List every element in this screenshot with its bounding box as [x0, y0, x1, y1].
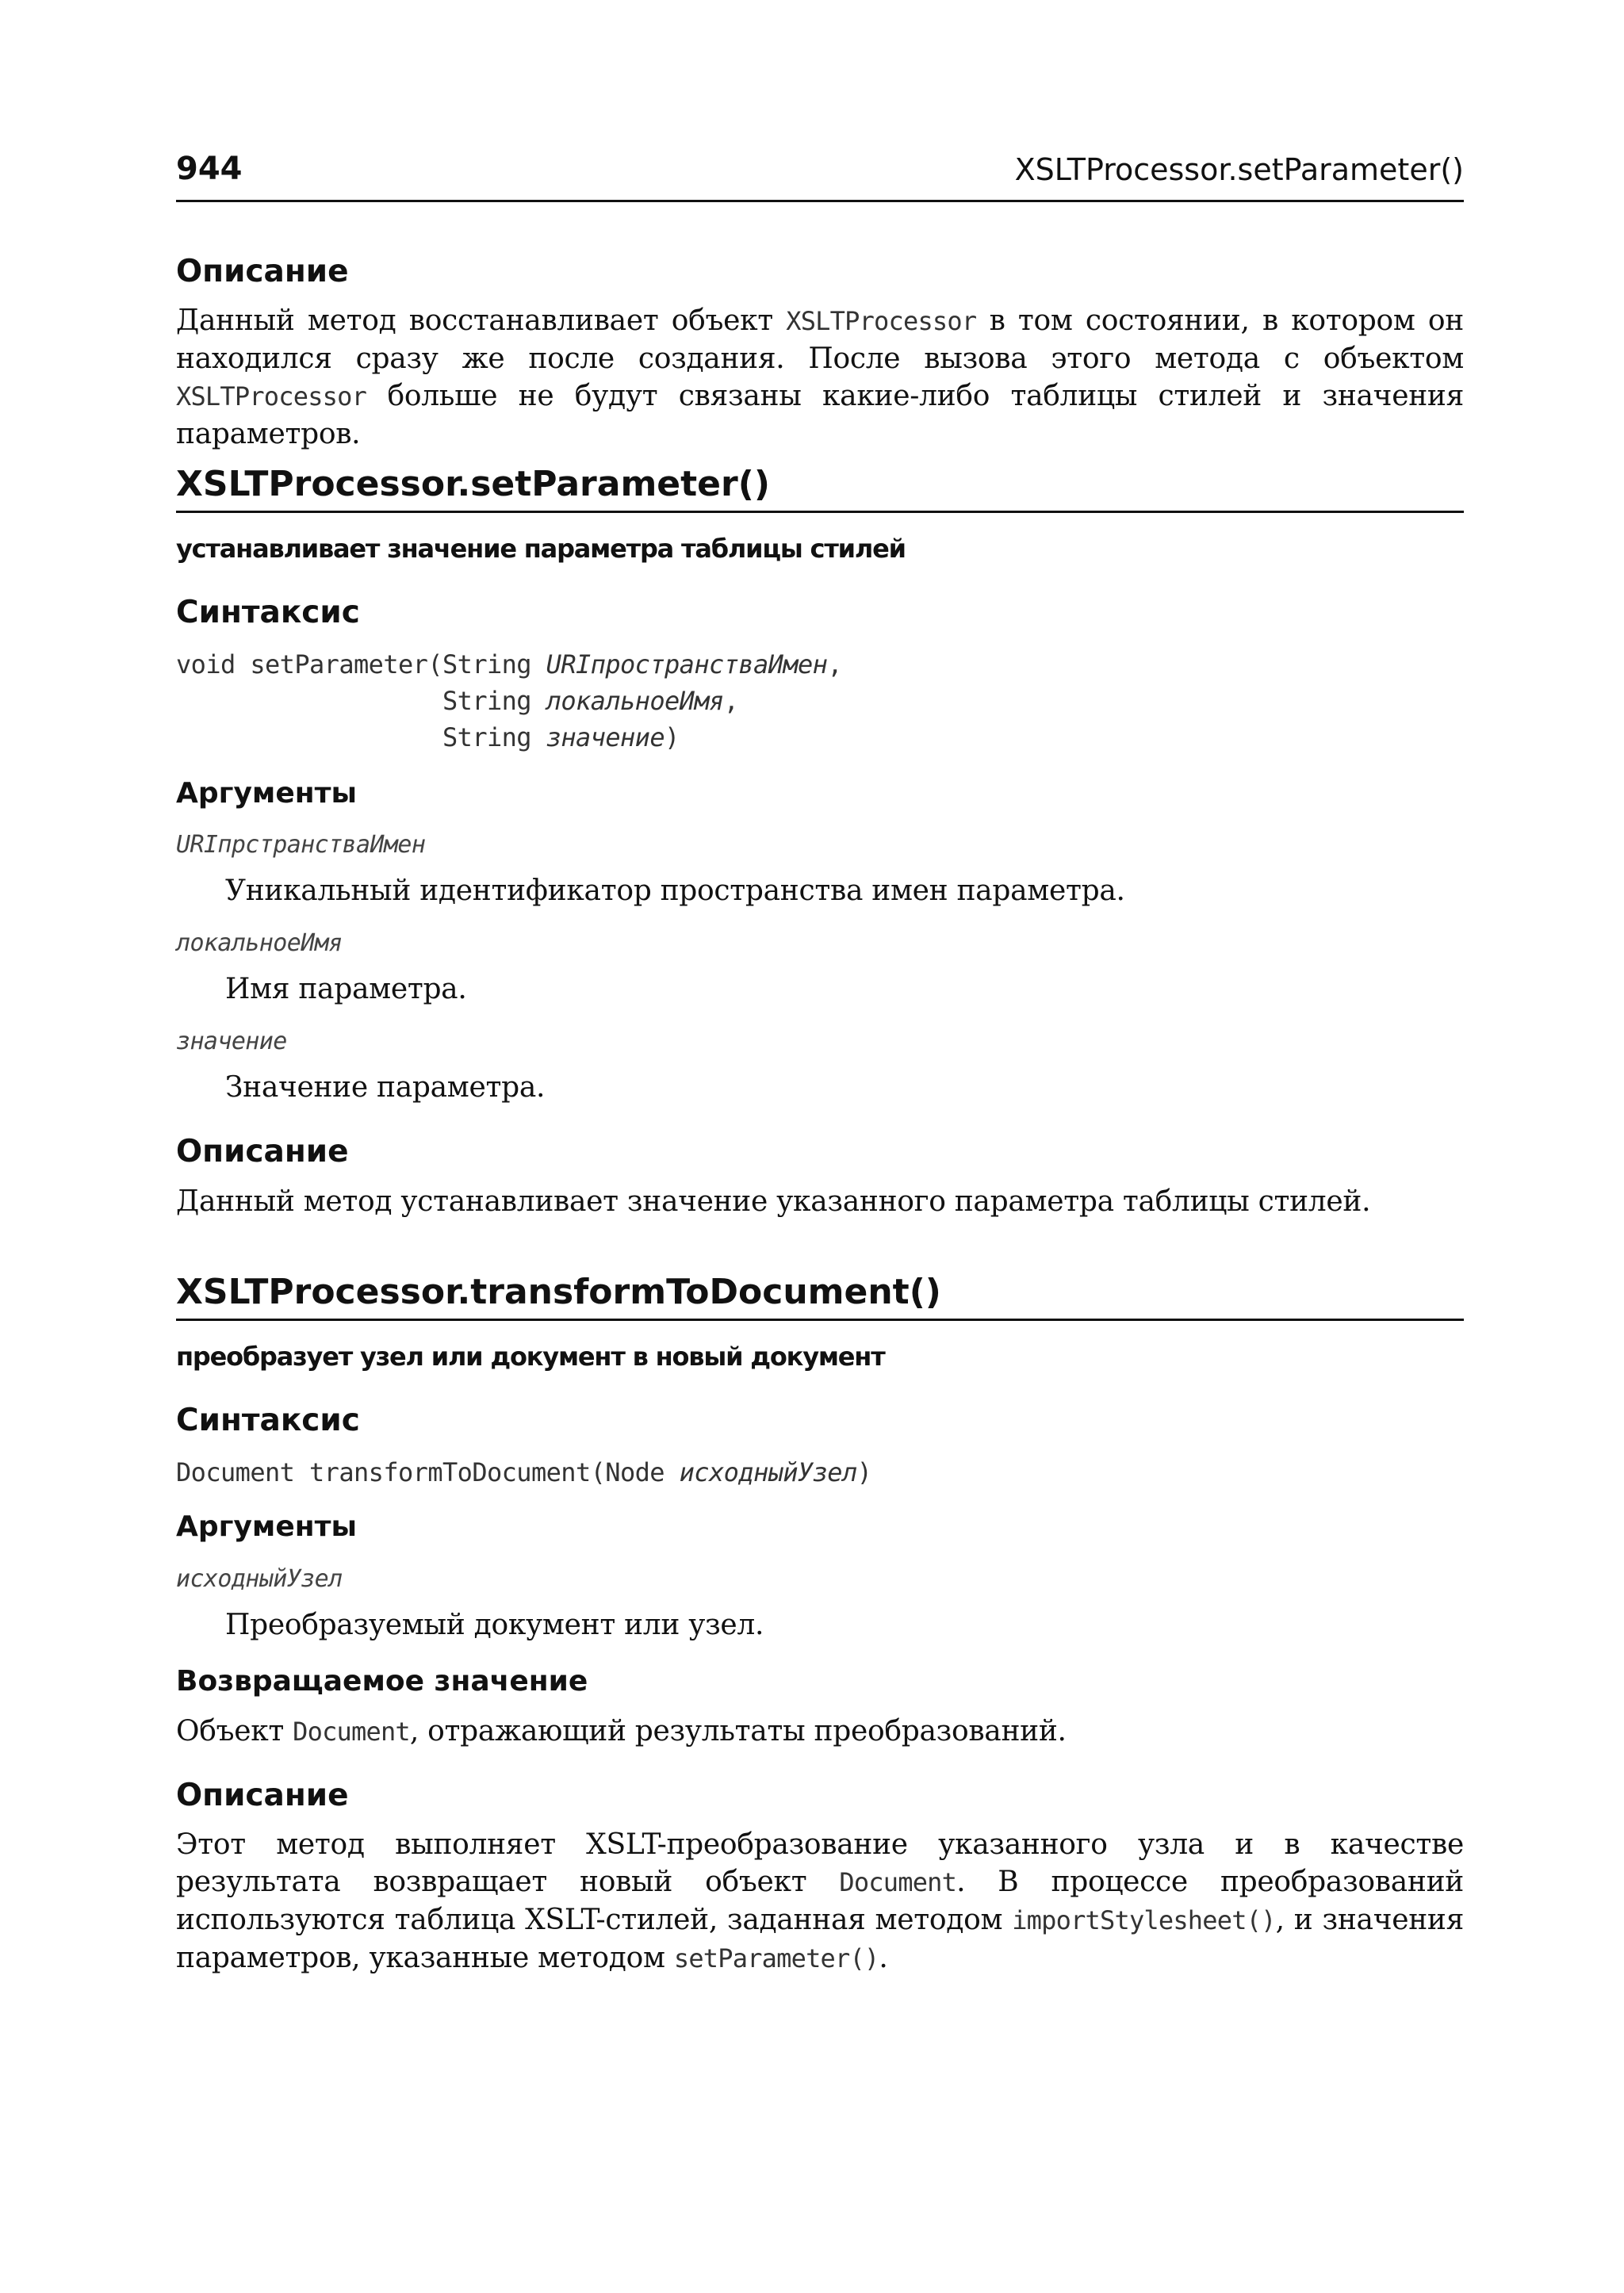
section-tagline: устанавливает значение параметра таблицы стилей — [176, 534, 906, 564]
syntax-heading: Синтаксис — [176, 595, 360, 630]
returns-paragraph: Объект Document, отражающий результаты преобразований. — [176, 1715, 1067, 1748]
argument-name: значение — [176, 1028, 287, 1055]
inline-code: XSLTProcessor — [176, 381, 367, 412]
arguments-heading: Аргументы — [176, 1510, 358, 1543]
description-paragraph: Данный метод устанавливает значение указанного параметра таблицы стилей. — [176, 1185, 1371, 1218]
arguments-heading: Аргументы — [176, 777, 358, 810]
syntax-code: Document transformToDocument(Node исходныйУзел) — [176, 1457, 872, 1487]
argument-description: Преобразуемый документ или узел. — [225, 1609, 764, 1641]
section-title-setparameter: XSLTProcessor.setParameter() — [176, 461, 1464, 513]
page-number: 944 — [176, 151, 243, 187]
argument-description: Уникальный идентификатор пространства имен параметра. — [225, 875, 1125, 907]
inline-code: Document — [293, 1717, 410, 1747]
running-header — [176, 144, 1464, 202]
description-paragraph: Этот метод выполняет XSLT-преобразование указанного узла и в качестве результата возвращает новый объект Document. В процессе преобразований используются таблица XSLT-стилей, заданная методом importStylesheet(), и значения параметров, указанные методом setParameter(). — [176, 1828, 1464, 1974]
argument-description: Имя параметра. — [225, 973, 467, 1005]
returns-heading: Возвращаемое значение — [176, 1665, 588, 1698]
argument-name: локальноеИмя — [176, 929, 343, 957]
argument-name: исходныйУзел — [176, 1565, 343, 1593]
description-heading: Описание — [176, 254, 349, 289]
description-heading: Описание — [176, 1778, 349, 1813]
inline-code: importStylesheet() — [1012, 1905, 1276, 1935]
syntax-code: void setParameter(String URIпространстваИмен, String локальноеИмя, String значение) — [176, 649, 842, 752]
running-title: XSLTProcessor.setParameter() — [1014, 152, 1464, 187]
section-tagline: преобразует узел или документ в новый документ — [176, 1342, 885, 1372]
argument-description: Значение параметра. — [225, 1071, 546, 1104]
inline-code: setParameter() — [673, 1943, 879, 1973]
description-paragraph: Данный метод восстанавливает объект XSLTProcessor в том состоянии, в котором он находился сразу же после создания. После вызова этого метода с объектом XSLTProcessor больше не будут связаны какие-либо таблицы стилей и значения параметров. — [176, 304, 1464, 450]
inline-code: XSLTProcessor — [786, 306, 977, 336]
description-heading: Описание — [176, 1134, 349, 1169]
syntax-heading: Синтаксис — [176, 1403, 360, 1438]
section-title-transformtodocument: XSLTProcessor.transformToDocument() — [176, 1269, 1464, 1321]
inline-code: Document — [839, 1867, 957, 1897]
argument-name: URIпрстранстваИмен — [176, 831, 426, 859]
